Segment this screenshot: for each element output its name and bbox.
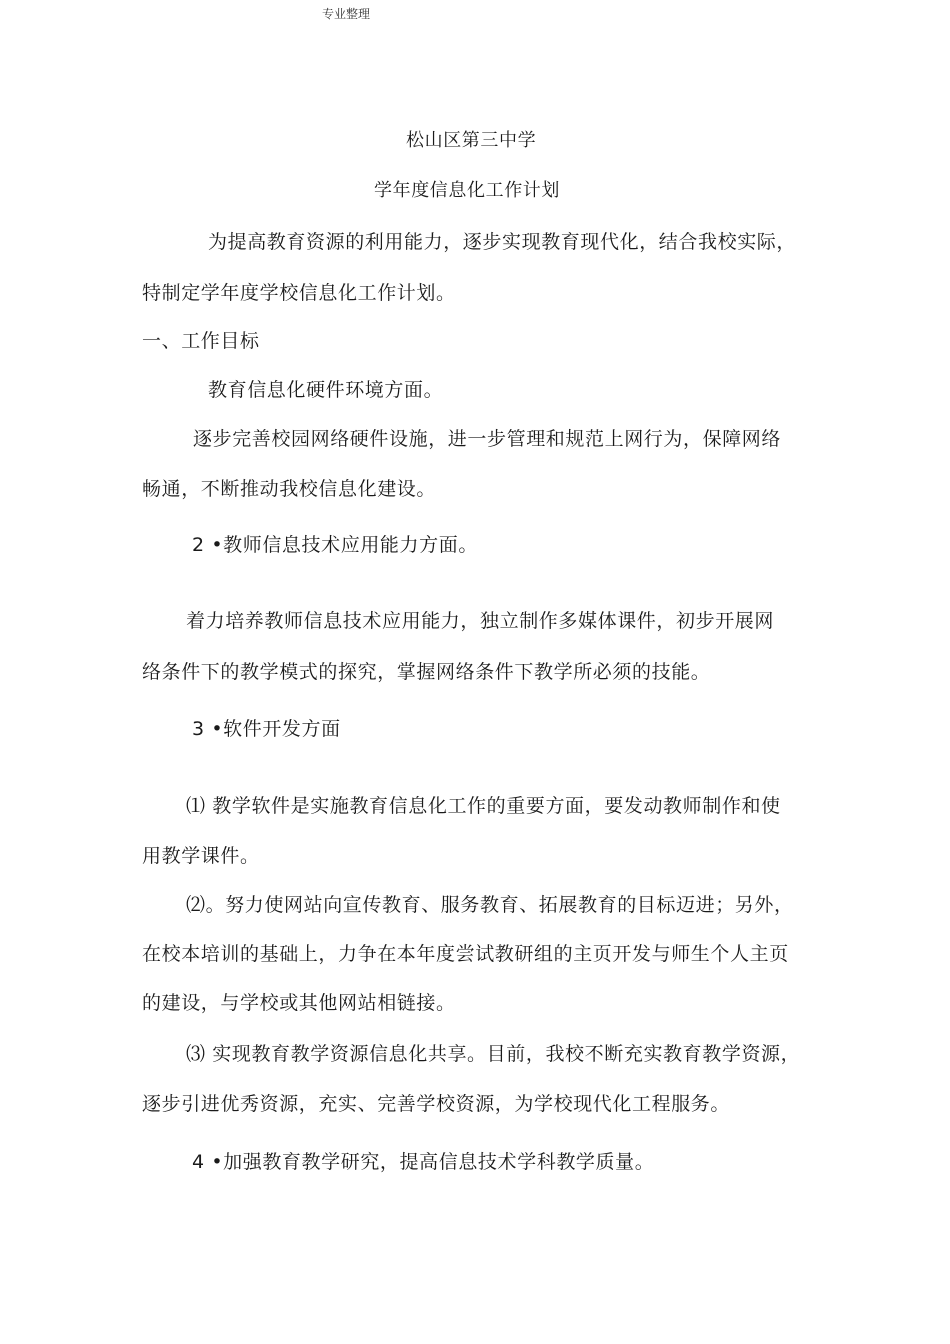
item3-heading: 3 •软件开发方面 <box>192 718 341 740</box>
header-tag: 专业整理 <box>322 7 371 21</box>
item2-heading: 2 •教师信息技术应用能力方面。 <box>192 534 478 556</box>
plan-title: 学年度信息化工作计划 <box>374 180 560 201</box>
item3-sub2-line-2: 在校本培训的基础上，力争在本年度尝试教研组的主页开发与师生个人主页 <box>142 943 789 965</box>
intro-line-2: 特制定学年度学校信息化工作计划。 <box>142 282 456 304</box>
item1-body-line-2: 畅通，不断推动我校信息化建设。 <box>142 478 437 500</box>
item3-sub3-line-1: ⑶ 实现教育教学资源信息化共享。目前，我校不断充实教育教学资源， <box>186 1043 801 1065</box>
item2-body-line-2: 络条件下的教学模式的探究，掌握网络条件下教学所必须的技能。 <box>142 661 711 683</box>
item3-sub1-line-2: 用教学课件。 <box>142 845 260 867</box>
item3-sub3-line-2: 逐步引进优秀资源，充实、完善学校资源，为学校现代化工程服务。 <box>142 1093 731 1115</box>
item2-body-line-1: 着力培养教师信息技术应用能力，独立制作多媒体课件，初步开展网 <box>186 610 775 632</box>
item4-heading: 4 •加强教育教学研究，提高信息技术学科教学质量。 <box>192 1151 655 1173</box>
school-name: 松山区第三中学 <box>406 130 537 151</box>
item1-body-line-1: 逐步完善校园网络硬件设施，进一步管理和规范上网行为，保障网络 <box>193 428 782 450</box>
item3-sub2-line-3: 的建设，与学校或其他网站相链接。 <box>142 992 456 1014</box>
item3-sub1-line-1: ⑴ 教学软件是实施教育信息化工作的重要方面，要发动教师制作和使 <box>186 795 781 817</box>
section-heading-goals: 一、工作目标 <box>142 330 260 352</box>
intro-line-1: 为提高教育资源的利用能力，逐步实现教育现代化，结合我校实际， <box>208 231 797 253</box>
item3-sub2-line-1: ⑵。努力使网站向宣传教育、服务教育、拓展教育的目标迈进；另外， <box>186 894 794 916</box>
item1-heading: 教育信息化硬件环境方面。 <box>208 379 444 401</box>
